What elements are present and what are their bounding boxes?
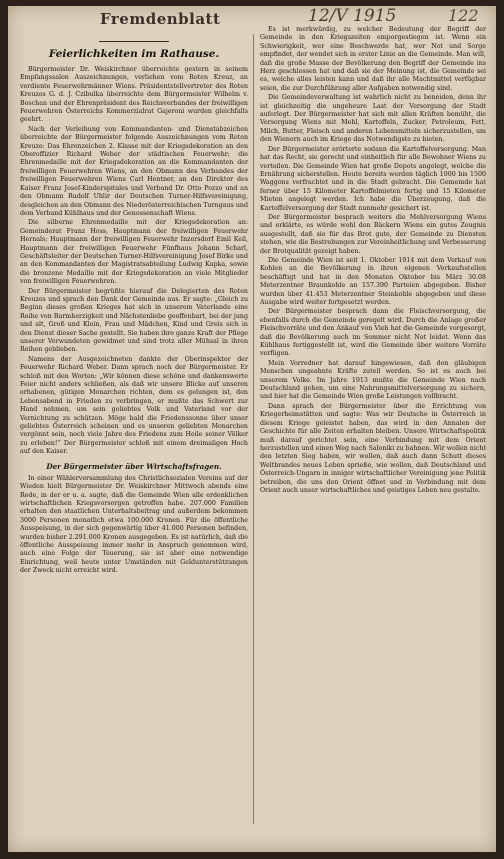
- paragraph: Die silberne Ehrenmedaille mit der Kriegsdekoration an: Gemeinderat Franz Hoss, Hauptmann der freiwilligen Feuerwehr Hernals; Hauptmann der freiwilligen Feuerwehr Inzersdorf Emil Keil, Hauptmann der freiwilligen Feuerwehr Fünfhaus Johann Scharl, Geschäftsleiter der Deutschen Turner-Hilfsvereinigung Josef Birke und an den Kommandanten der Magistratsabteilung Ludwig Kupka, sowie die bronzene Medaille mit der Kriegsdekoration an viele Mitglieder von freiwilligen Feuerwehren.: [20, 219, 248, 286]
- newspaper-clipping: [8, 6, 496, 852]
- headline: Feierlichkeiten im Rathause.: [48, 48, 220, 60]
- paragraph: Der Bürgermeister besprach weiters die Mehlversorgung Wiens und erklärte, es würde wohl den Bäckern Wiens ein gutes Zeugnis ausgestellt, daß sie für das Brot gute, der Gemeinde zu Diensten stehen, wie die Bestrebungen zur Vereinheitlichung und Verbesserung der Brotqualität gezeigt haben.: [260, 213, 486, 255]
- paragraph: Es ist merkwürdig, zu welcher Bedeutung der Begriff der Gemeinde in den Kriegszeiten emporgestiegen ist. Wenn ein Schwierigkeit, wer eine Beschwerde hat, wer Not und Sorge empfindet, der wendet sich in erster Linie an die Gemeinde. Man will, daß die große Masse der Bevölkerung den Begriff der Gemeinde ins Herz geschlossen hat und daß sie der Meinung ist, die Gemeinde sei es, welche alles leisten kann und daß ihr alle Machtmittel verfügbar seien, die zur Durchführung aller Aufgaben notwendig sind.: [260, 26, 486, 92]
- handwritten-reference: 122: [448, 6, 479, 25]
- paragraph: Nach der Verleihung von Kommandanten- und Dienstabzeichen überreichte der Bürgermeister folgende Auszeichnungen vom Roten Kreuze: Das Ehrenzeichen 2. Klasse mit der Kriegsdekoration an den Oberoffizier Richard Weber der städtischen Feuerwehr; die Ehrenmedaille mit der Kriegsdekoration an die Kommandanten der freiwilligen Feuerwehren Wiens, an den Obmann des Verbandes der freiwilligen Feuerwehren Wiens Carl Hentner, an den Direktor des Kaiser Franz Josef-Kinderspitales und Verband Dr. Otto Pozzo und an den Obmann Rudolf Uhlir der Deutschen Turner-Hilfsvereinigung, desgleichen an den Obmann des Niederösterreichischen Turngaus und dem Verband Kühlhaus und der Genossenschaft Wiens.: [20, 125, 248, 217]
- headline-rule: [99, 41, 169, 42]
- paragraph: Die Gemeinde Wien ist seit 1. Oktober 1914 mit dem Verkauf von Kohlen an die Bevölkerung in ihren eigenen Verkaufsstellen beschäftigt und hat in den Monaten Oktober bis März 30.08 Meterzentner Braunkohle an 157.390 Parteien abgegeben. Bisher wurden über 41.453 Meterzentner Steinkohle abgegeben und diese Ausgabe wird weiter fortgesetzt werden.: [260, 256, 486, 306]
- masthead: Fremdenblatt: [100, 10, 221, 28]
- column-divider: [253, 34, 254, 824]
- paragraph: Dann sprach der Bürgermeister über die Errichtung von Kriegerheimstätten und sagte: Was wir Deutsche in Österreich in diesem Kriege geleistet haben, das wird in den Annalen der Geschichte für alle Zeiten erhalten bleiben. Unsere Wirtschaftspolitik muß darauf gerichtet sein, eine Verbindung mit dem Orient herzustellen und einen Weg nach Saloniki zu bahnen. Wir wollen nicht den letzten Sieg haben, wir wollen, daß auch dann Schutt dieses Weltbrandes neues Leben sprieße, wie wollen, daß Deutschland und Österreich-Ungarn in inniger wirtschaftlicher Vereinigung jene Politik betreiben, die uns den Orient öffnet und in Verbindung mit dem Orient auch unser wirtschaftliches und geistiges Leben neu gestalte.: [260, 402, 486, 494]
- paragraph: Der Bürgermeister besprach dann die Fleischversorgung, die ebenfalls durch die Gemeinde geregelt wird. Durch die Anlage großer Fleischvorräte und den Ankauf von Vieh hat die Gemeinde vorgesorgt, daß die Bevölkerung auch im Sommer nicht Not leidet. Wenn das Kühlhaus fertiggestellt ist, wird die Gemeinde über weitere Vorräte verfügen.: [260, 308, 486, 358]
- paragraph: Bürgermeister Dr. Weiskirchner überreichte gestern in seinem Empfangssalon Auszeichnungen, verliehen vom Roten Kreuz, an verdiente Feuerwehrmänner Wiens. Präsidentstellvertreter des Roten Kreuzes G. d. J. Czibulka überreichte dem Bürgermeister Wilhelm v. Boschan und der Ehrenpräsident des Reichsverbandes der freiwilligen Feuerwehren Österreichs Kommerzialrat Gajeroni wurden gleichfalls geehrt.: [20, 66, 248, 124]
- right-column: [260, 26, 486, 822]
- paragraph: Der Bürgermeister erörterte sodann die Kartoffelversorgung. Man hat das Recht, sie gerecht und einheitlich für alle Bewohner Wiens zu verteilen. Die Gemeinde Wien hat große Depots angelegt, welche die Ernährung sicherstellen. Heute bereits werden täglich 1000 bis 1500 Waggons verfrachtet und in die Stadt gebracht. Die Gemeinde hat ferner über 15 Kilometer Kartoffelmieten fertig und 15 Kilometer Mieten angelegt werden. Ich habe die Überzeugung, daß die Kartoffelversorgung der Stadt nunmehr gesichert ist.: [260, 145, 486, 212]
- paragraph: In einer Wählerversammlung des Christlichsozialen Vereins auf der Wieden hielt Bürgermeister Dr. Weiskirchner Mittwoch abends eine Rede, in der er u. a. sagte, daß die Gemeinde Wien alle erdenklichen wirtschaftlichen Kriegsvorsorgen getroffen habe. 207.000 Familien erhalten den staatlichen Unterhaltsbeitrag und außerdem bekommen 3000 Personen monatlich etwa 100.000 Kronen. Für die öffentliche Ausspeisung, in der sich gegenwärtig über 41.000 Personen befinden, wurden bisher 2.291.000 Kronen ausgegeben. Es ist natürlich, daß die öffentliche Ausspeisung immer mehr in Anspruch genommen wird, auch eine Folge der Teuerung, sie ist aber eine notwendige Einrichtung, weil heute unter Umständen mit Geldunterstützungen der Zweck nicht erreicht wird.: [20, 474, 248, 575]
- paragraph: Namens der Ausgezeichneten dankte der Oberinspektor der Feuerwehr Richard Weber. Dann sprach noch der Bürgermeister. Er schloß mit den Worten: „Wir können diese schöne und dankenswerte Feier nicht anders schließen, als daß wir unsere Blicke auf unseren erhabenen, gütigen Monarchen richten, dem es gelungen ist, den Lebensabend in Frieden zu verbringen, er mußte das Schwert zur Hand nehmen, um sein geliebtes Volk und Vaterland vor der Vernichtung zu schützen. Möge bald die Friedenssonne über unser geliebtes Österreich scheinen und es unseren geliebten Monarchen vergönnt sein, noch viele Jahre des Friedens zum Heile seiner Völker zu erleben!“ Der Bürgermeister schloß mit einem dreimaligen Hoch auf den Kaiser.: [20, 355, 248, 456]
- handwritten-date: 12/V 1915: [308, 6, 397, 26]
- subheading: Der Bürgermeister über Wirtschaftsfragen.: [46, 461, 222, 471]
- left-column: [20, 36, 248, 822]
- paragraph: Die Gemeindeverwaltung ist wahrlich nicht zu beneiden, denn ihr ist gleichzeitig die ungeheure Last der Versorgung der Stadt auferlegt. Der Bürgermeister hat sich mit allen Kräften bemüht, die Versorgung Wiens mit Mehl, Kartoffeln, Zucker, Petroleum, Fett, Milch, Butter, Fleisch und anderen Lebensmitteln sicherzustellen, um den Wienern auch im Kriege das Notwendigste zu bieten.: [260, 94, 486, 144]
- paragraph: Der Bürgermeister begrüßte hierauf die Delegierten des Roten Kreuzes und sprach den Dank der Gemeinde aus. Er sagte: „Gleich zu Beginn dieses großen Krieges hat sich in unserem Vaterlande eine Reihe von Barmherzigkeit und Nächstenliebe geoffenbart, bei der jung und alt, Groß und Klein, Frau und Mädchen, Kind und Greis sich in den Dienst dieser Sache gestellt. Sie haben ihre ganze Kraft der Pflege unserer Verwundeten gewidmet und sind trotz aller Mühsal in ihren Reihen geblieben.: [20, 287, 248, 354]
- paragraph: Mein Vorredner hat darauf hingewiesen, daß den gläubigen Menschen ungeahnte Kräfte zuteil werden. So ist es auch bei unserem Volke. Im Jahre 1913 mußte die Gemeinde Wien nach Deutschland gehen, um eine Nahrungsmittelversorgung zu sichern, und hier hat die Gemeinde Wien große Leistungen vollbracht.: [260, 359, 486, 401]
